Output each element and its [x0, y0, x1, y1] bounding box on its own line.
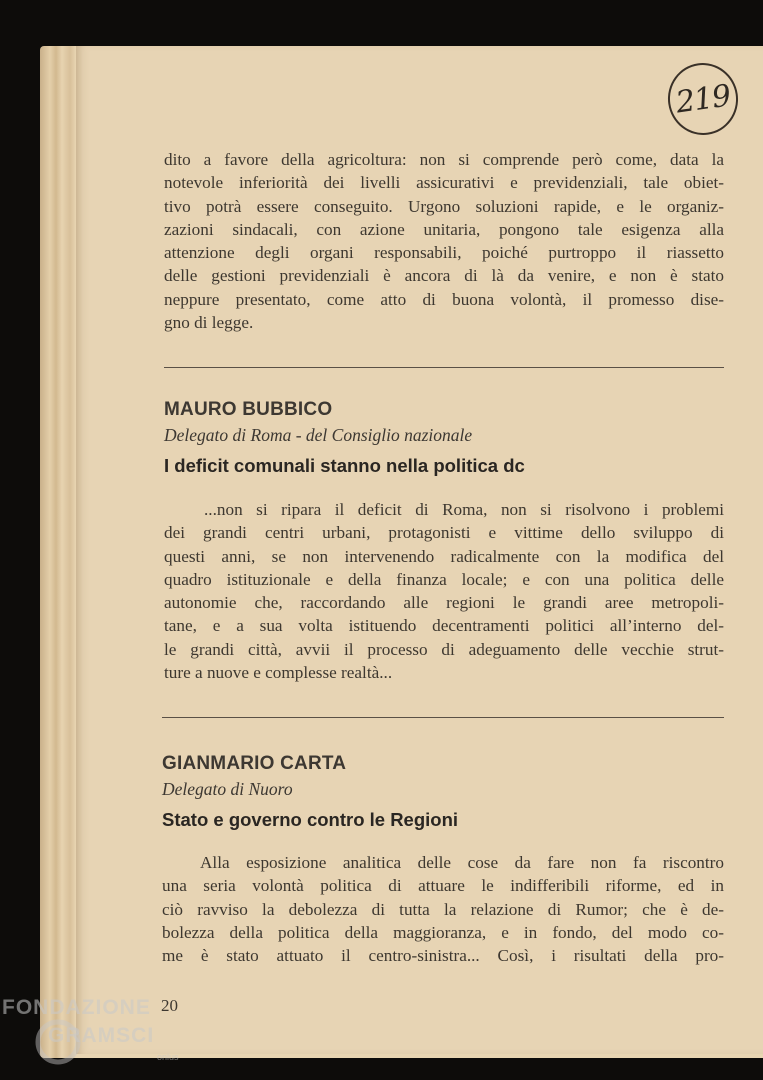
speech-paragraph	[162, 851, 724, 967]
archive-watermark	[2, 992, 202, 1072]
text-line: attenzione degli organi responsabili, poiché purtroppo il riassetto	[164, 243, 724, 263]
section-divider	[164, 367, 724, 368]
text-line: delle gestioni previdenziali è ancora di là da venire, e non è stato	[164, 266, 724, 286]
watermark-line-2: GRAMSCI	[48, 1024, 155, 1047]
speaker-role: Delegato di Nuoro	[162, 779, 293, 799]
speech-title: Stato e governo contro le Regioni	[162, 809, 459, 830]
text-line: ciò ravviso la debolezza di tutta la relazione di Rumor; che è de-	[162, 899, 724, 919]
text-line: notevole inferiorità dei livelli assicurativi e previdenziali, tale obiet-	[164, 173, 724, 193]
section-divider	[162, 717, 724, 718]
text-line: dito a favore della agricoltura: non si comprende però come, data la	[164, 150, 724, 169]
text-line: tane, e a sua volta istituendo decentramenti politici all’interno del-	[164, 616, 724, 636]
continuation-paragraph	[164, 148, 724, 334]
text-line: Alla esposizione analitica delle cose da fare non fa riscontro	[200, 853, 724, 872]
text-line: neppure presentato, come atto di buona volontà, il promesso dise-	[164, 289, 724, 309]
printed-page-number: 20	[161, 996, 178, 1015]
text-line: tivo potrà essere conseguito. Urgono soluzioni rapide, e le organiz-	[164, 196, 724, 216]
speaker-name: GIANMARIO CARTA	[162, 753, 347, 774]
speaker-role: Delegato di Roma - del Consiglio nazionale	[164, 425, 473, 445]
speech-title: I deficit comunali stanno nella politica dc	[164, 455, 525, 476]
text-line: ture a nuove e complesse realtà...	[164, 663, 393, 683]
watermark-line-3: onlus	[157, 1052, 179, 1062]
text-line: zazioni sindacali, con azione unitaria, pongono tale esigenza alla	[164, 219, 724, 239]
text-line: ...non si ripara il deficit di Roma, non si risolvono i problemi	[204, 500, 724, 519]
speech-paragraph	[164, 498, 724, 684]
text-line: me è stato attuato il centro-sinistra... Così, i risultati della pro-	[162, 946, 724, 966]
text-line: quadro istituzionale e della finanza locale; e con una politica delle	[164, 569, 724, 589]
watermark-line-1: FONDAZIONE	[2, 996, 151, 1019]
handwritten-page-number: 219	[663, 58, 742, 139]
text-line: le grandi città, avvii il processo di adeguamento delle vecchie strut-	[164, 639, 724, 659]
text-line: autonomie che, raccordando alle regioni le grandi aree metropoli-	[164, 593, 724, 613]
text-line: gno di legge.	[164, 313, 254, 333]
text-line: bolezza della politica della maggioranza, e in fondo, del modo co-	[162, 922, 724, 942]
speaker-name: MAURO BUBBICO	[164, 399, 333, 420]
text-line: dei grandi centri urbani, protagonisti e vittime dello sviluppo di	[164, 523, 724, 543]
text-line: questi anni, se non intervenendo radicalmente con la modifica del	[164, 546, 724, 566]
text-line: una seria volontà politica di attuare le indifferibili riforme, ed in	[162, 876, 724, 896]
